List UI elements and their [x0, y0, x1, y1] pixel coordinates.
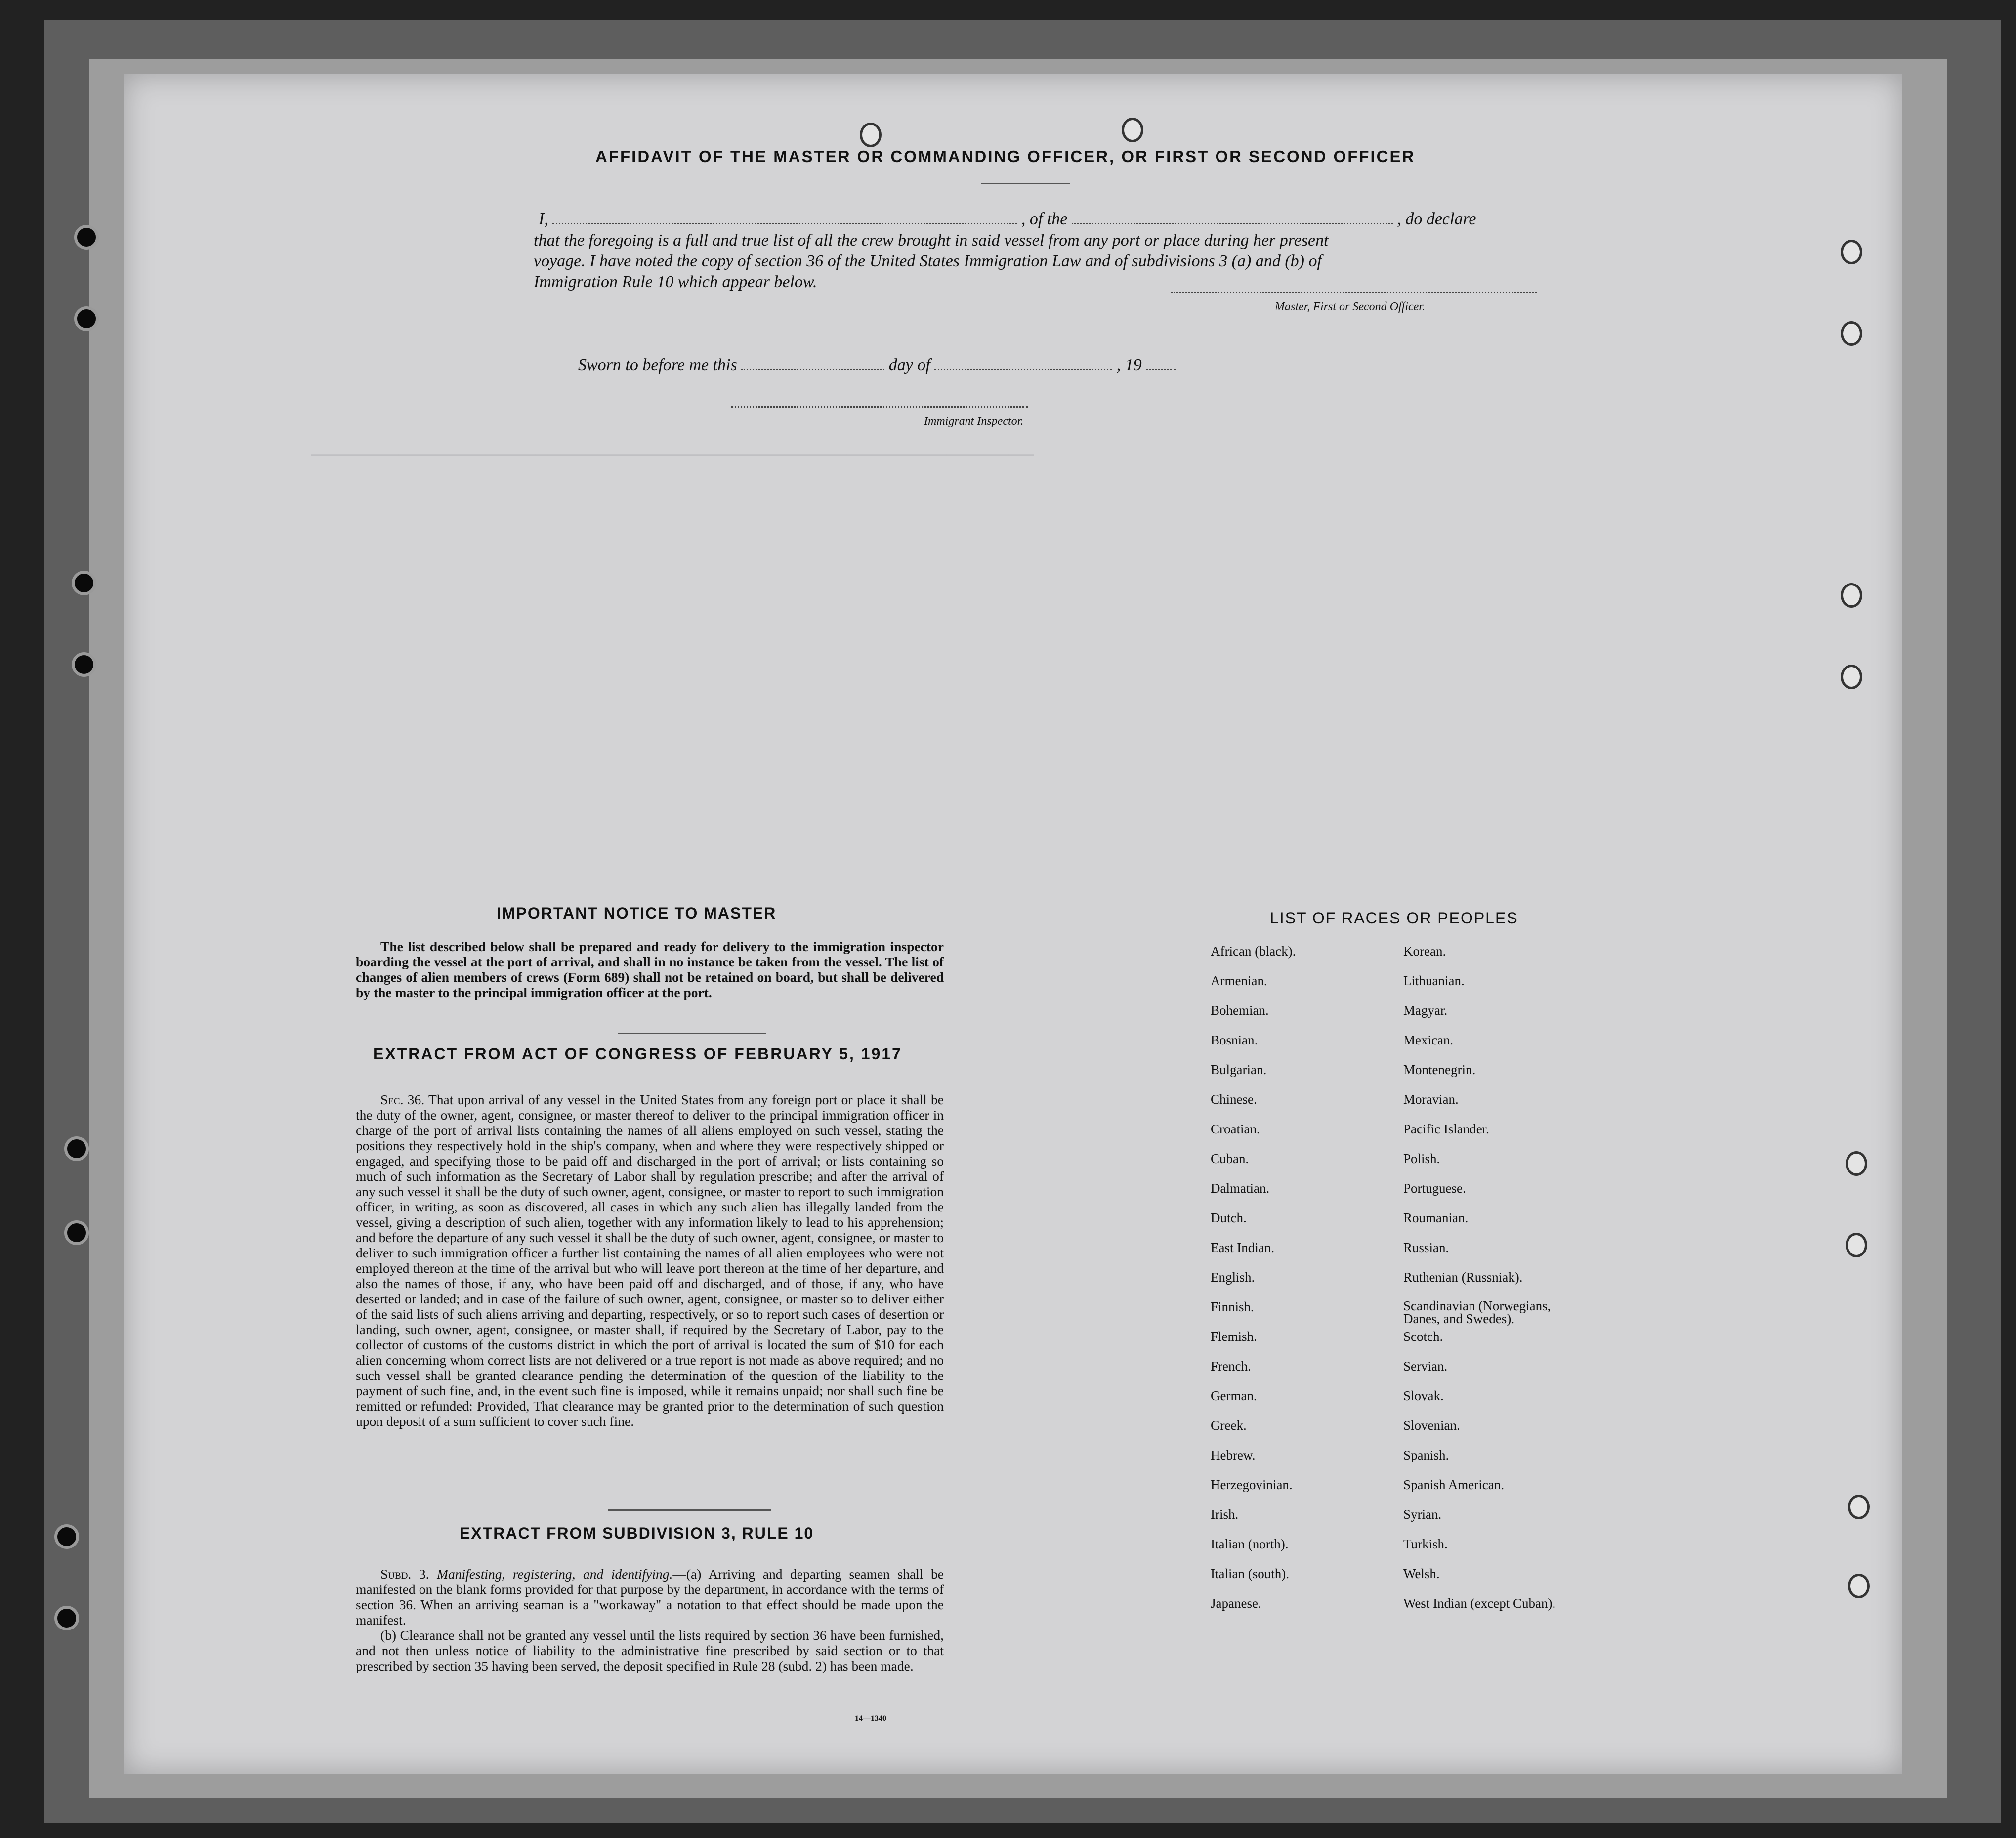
- subd-label: Subd. 3.: [380, 1566, 429, 1582]
- race-item: Syrian.: [1403, 1507, 1442, 1522]
- punch-ring: [1841, 665, 1862, 689]
- race-item: Cuban.: [1211, 1151, 1249, 1166]
- punch-ring: [1848, 1574, 1870, 1598]
- year-label: , 19: [1116, 356, 1142, 374]
- race-item: Bohemian.: [1211, 1003, 1269, 1018]
- title-rule: [981, 183, 1070, 184]
- day-of-label: day of: [888, 356, 930, 374]
- race-item: Slovenian.: [1403, 1418, 1460, 1433]
- divider: [608, 1509, 771, 1511]
- para-a: —(a) Arriving and departing seamen shall be manifested on the blank forms provided for that purpose by the department, in accordance with the terms of section 36. When an arriving seaman is a "workaway" a notation to that effect should be made upon the manifest.: [356, 1566, 944, 1628]
- race-item: Moravian.: [1403, 1092, 1459, 1107]
- races-right-column: [1403, 944, 1581, 1626]
- race-item: Pacific Islander.: [1403, 1122, 1489, 1136]
- extract-rule-body: [356, 1566, 944, 1673]
- affidavit-line4: Immigration Rule 10 which appear below.: [534, 273, 817, 291]
- race-item: Scotch.: [1403, 1329, 1443, 1344]
- day-field[interactable]: [741, 369, 884, 370]
- race-item: Turkish.: [1403, 1537, 1448, 1551]
- race-item: Herzegovinian.: [1211, 1477, 1293, 1492]
- race-item: Roumanian.: [1403, 1211, 1469, 1225]
- race-item: Greek.: [1211, 1418, 1247, 1433]
- race-item: Servian.: [1403, 1359, 1448, 1374]
- race-item: Korean.: [1403, 944, 1446, 959]
- extract-act-title: EXTRACT FROM ACT OF CONGRESS OF FEBRUARY 5, 1917: [373, 1045, 902, 1063]
- race-item: Magyar.: [1403, 1003, 1448, 1018]
- sec36-text: That upon arrival of any vessel in the United States from any foreign port or place it shall be the duty of the owner, agent, consignee, or master thereof to deliver to the principal immigration officer in charge of the port of arrival lists containing the names of all aliens employed on such vessel, stating the positions they respectively hold in the ship's company, when and where they were respectively shipped or engaged, and specifying those to be paid off and discharged in the port of arrival; or lists containing so much of such information as the Secretary of Labor shall by regulation prescribe; and after the arrival of any such vessel it shall be the duty of such owner, agent, consignee, or master to report to such immigration officer, in writing, as soon as discovered, all cases in which any such alien has illegally landed from the vessel, giving a description of such alien, together with any information likely to lead to his apprehension; and before the departure of any such vessel it shall be the duty of such owner, agent, consignee, or master to deliver to such immigration officer a further list containing the names of all alien employees who were not employed thereon at the time of the arrival but who will leave port thereon at the time of her departure, and also the names of those, if any, who have been paid off and discharged, and of those, if any, who have deserted or landed; and in case of the failure of such owner, agent, consignee, or master so to deliver either of the said lists of such aliens arriving and departing, respectively, or so to report such cases of desertion or landing, such owner, agent, consignee, or master shall, if required by the Secretary of Labor, pay to the collector of customs of the customs district in which the port of arrival is located the sum of $10 for each alien concerning whom correct lists are not delivered or a true report is not made as above required; and no such vessel shall be granted clearance pending the determination of the question of the liability to the payment of such fine, and, in the event such fine is imposed, while it remains unpaid; nor shall such fine be remitted or refunded: Provided, That clearance may be granted prior to the determination of such question upon deposit of a sum sufficient to cover such fine.: [356, 1092, 944, 1429]
- race-item: Finnish.: [1211, 1299, 1254, 1314]
- notice-text: The list described below shall be prepared and ready for delivery to the immigration inspector boarding the vessel at the port of arrival, and shall in no instance be taken from the vessel. The list of changes of alien members of crews (Form 689) shall not be retained on board, but shall be delivered by the master to the principal immigration officer at the port.: [356, 939, 944, 1000]
- race-item: Armenian.: [1211, 973, 1267, 988]
- para-b: (b) Clearance shall not be granted any vessel until the lists required by section 36 have been furnished, and not then unless notice of liability to the administrative fine prescribed by said section or to that prescribed by section 35 having been served, the deposit specified in Rule 28 (subd. 2) has been made.: [356, 1628, 944, 1673]
- race-item: Lithuanian.: [1403, 973, 1465, 988]
- race-item: Scandinavian (Norwegians, Danes, and Swedes).: [1403, 1298, 1551, 1326]
- race-item: English.: [1211, 1270, 1255, 1285]
- race-item: Montenegrin.: [1403, 1062, 1476, 1077]
- race-item: African (black).: [1211, 944, 1296, 959]
- binder-hole: [54, 1606, 79, 1630]
- race-item: Russian.: [1403, 1240, 1449, 1255]
- sworn-line: [578, 356, 1176, 375]
- form-page: [124, 74, 1902, 1774]
- extract-act-body: [356, 1092, 944, 1429]
- race-item: Dutch.: [1211, 1211, 1247, 1225]
- punch-ring: [1841, 321, 1862, 346]
- punch-ring: [1841, 583, 1862, 608]
- master-signature-label: Master, First or Second Officer.: [1275, 300, 1425, 313]
- subd-heading: Manifesting, registering, and identifying.: [437, 1566, 673, 1582]
- race-item: Spanish.: [1403, 1448, 1449, 1462]
- binder-hole: [72, 652, 96, 677]
- race-item: Japanese.: [1211, 1596, 1261, 1611]
- race-item: Polish.: [1403, 1151, 1440, 1166]
- race-item: Welsh.: [1403, 1566, 1440, 1581]
- notice-body: [356, 939, 944, 1000]
- race-item: Chinese.: [1211, 1092, 1257, 1107]
- year-field[interactable]: [1146, 369, 1176, 370]
- race-item: Ruthenian (Russniak).: [1403, 1270, 1523, 1285]
- form-number: 14—1340: [855, 1714, 886, 1723]
- extract-rule-title: EXTRACT FROM SUBDIVISION 3, RULE 10: [460, 1524, 814, 1542]
- i-label: I,: [539, 210, 548, 228]
- punch-ring: [1848, 1495, 1870, 1519]
- of-the-label: , of the: [1021, 210, 1068, 228]
- affidavit-title: AFFIDAVIT OF THE MASTER OR COMMANDING OFFICER, OR FIRST OR SECOND OFFICER: [595, 147, 1416, 166]
- inspector-signature-field[interactable]: [731, 406, 1028, 408]
- race-item: Bulgarian.: [1211, 1062, 1267, 1077]
- do-declare-label: , do declare: [1397, 210, 1476, 228]
- binder-hole: [72, 571, 96, 595]
- sworn-label: Sworn to before me this: [578, 356, 737, 374]
- race-item: Hebrew.: [1211, 1448, 1256, 1462]
- sec-label: Sec. 36.: [380, 1092, 425, 1107]
- affidavit-line3: voyage. I have noted the copy of section 36 of the United States Immigration Law and of subdivisions 3 (a) and (b) of: [534, 252, 1322, 270]
- race-item: Spanish American.: [1403, 1477, 1504, 1492]
- divider: [618, 1033, 766, 1034]
- race-item: Italian (south).: [1211, 1566, 1289, 1581]
- race-item: Flemish.: [1211, 1329, 1257, 1344]
- race-item: West Indian (except Cuban).: [1403, 1596, 1556, 1611]
- punch-ring: [1841, 240, 1862, 264]
- month-field[interactable]: [934, 369, 1112, 370]
- race-item: East Indian.: [1211, 1240, 1274, 1255]
- punch-ring: [860, 123, 882, 147]
- affidavit-line1: [539, 210, 1476, 229]
- races-title: LIST OF RACES OR PEOPLES: [1270, 909, 1518, 927]
- race-item: German.: [1211, 1388, 1257, 1403]
- punch-ring: [1846, 1233, 1867, 1257]
- race-item: Croatian.: [1211, 1122, 1260, 1136]
- vessel-field[interactable]: [1072, 223, 1393, 224]
- bleed-through: ——————————————————————————————————————————————————————————: [311, 443, 1034, 466]
- punch-ring: [1122, 118, 1143, 142]
- punch-ring: [1846, 1151, 1867, 1176]
- affidavit-line2: that the foregoing is a full and true list of all the crew brought in said vessel from any port or place during her present: [534, 231, 1329, 250]
- notice-title: IMPORTANT NOTICE TO MASTER: [497, 904, 777, 922]
- races-left-column: [1211, 944, 1296, 1626]
- race-item: Italian (north).: [1211, 1537, 1289, 1551]
- binder-hole: [54, 1524, 79, 1549]
- race-item: Portuguese.: [1403, 1181, 1466, 1196]
- binder-hole: [74, 306, 99, 331]
- inspector-label: Immigrant Inspector.: [924, 415, 1024, 428]
- race-item: Dalmatian.: [1211, 1181, 1270, 1196]
- binder-hole: [64, 1136, 89, 1161]
- binder-hole: [64, 1220, 89, 1245]
- race-item: Mexican.: [1403, 1033, 1454, 1047]
- binder-hole: [74, 225, 99, 250]
- race-item: Irish.: [1211, 1507, 1239, 1522]
- name-field[interactable]: [552, 223, 1017, 224]
- race-item: Bosnian.: [1211, 1033, 1258, 1047]
- race-item: Slovak.: [1403, 1388, 1444, 1403]
- master-signature-field[interactable]: [1171, 292, 1537, 293]
- race-item: French.: [1211, 1359, 1251, 1374]
